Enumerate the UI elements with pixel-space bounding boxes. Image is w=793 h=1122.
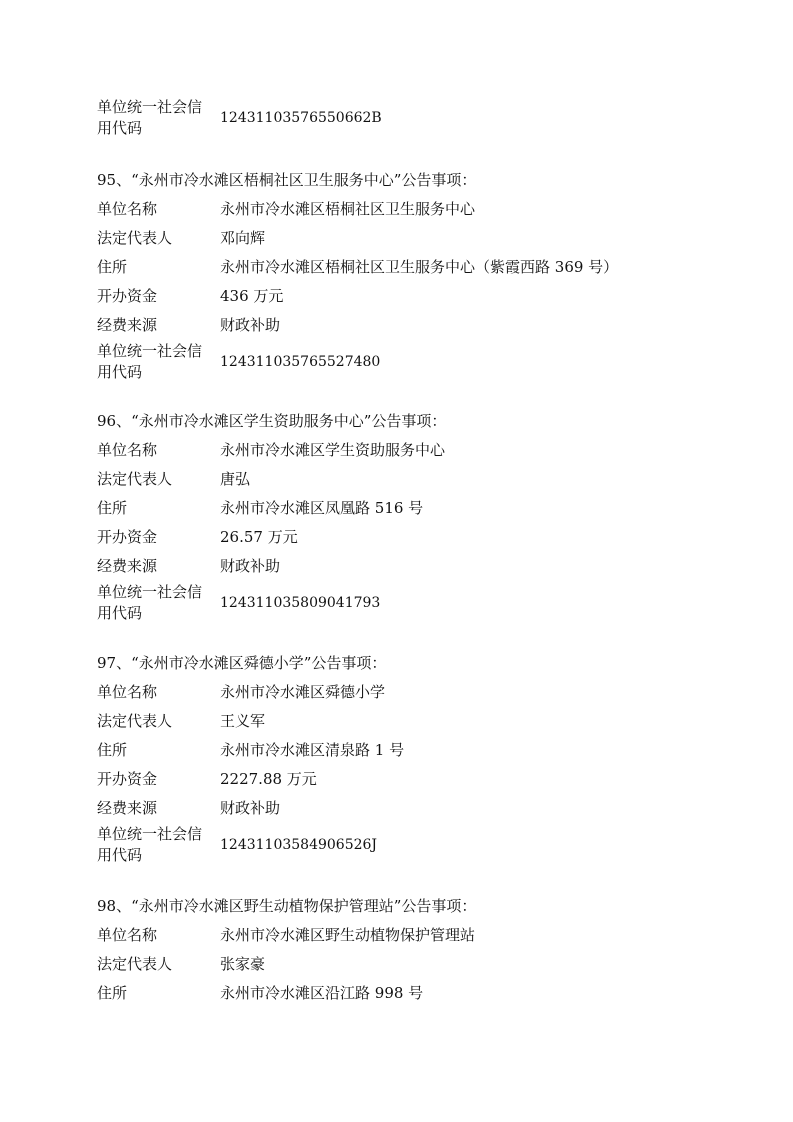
- funding-row: [97, 311, 717, 340]
- capital-row: [97, 765, 717, 794]
- field-label: 单位统一社会信用代码: [97, 342, 203, 381]
- field-value: 财政补助: [220, 799, 281, 817]
- field-value: 永州市冷水滩区沿江路 998 号: [220, 984, 424, 1002]
- field-label: 单位名称: [97, 441, 158, 459]
- field-value: 财政补助: [220, 316, 281, 334]
- credit-code-row: [97, 340, 717, 384]
- section-heading: 97、“永州市冷水滩区舜德小学”公告事项：: [97, 654, 387, 672]
- credit-code-row: [97, 823, 717, 867]
- funding-row: [97, 794, 717, 823]
- field-value: 张家豪: [220, 955, 266, 973]
- field-label: 开办资金: [97, 770, 158, 788]
- field-value: 王义军: [220, 712, 266, 730]
- field-label: 法定代表人: [97, 955, 173, 973]
- field-value: 永州市冷水滩区凤凰路 516 号: [220, 499, 424, 517]
- field-label: 单位名称: [97, 200, 158, 218]
- field-value: 永州市冷水滩区学生资助服务中心: [220, 441, 446, 459]
- field-label: 开办资金: [97, 528, 158, 546]
- field-value: 唐弘: [220, 470, 251, 488]
- section-heading: 96、“永州市冷水滩区学生资助服务中心”公告事项：: [97, 412, 447, 430]
- field-value: 邓向辉: [220, 229, 266, 247]
- field-value: 财政补助: [220, 557, 281, 575]
- section-96: [97, 407, 717, 625]
- unit-name-row: [97, 436, 717, 465]
- field-label: 单位名称: [97, 926, 158, 944]
- field-label: 住所: [97, 499, 128, 517]
- address-row: [97, 736, 717, 765]
- field-value: 永州市冷水滩区梧桐社区卫生服务中心（紫霞西路 369 号）: [220, 258, 619, 276]
- section-98: [97, 892, 717, 1008]
- field-label: 经费来源: [97, 799, 158, 817]
- legal-rep-row: [97, 224, 717, 253]
- capital-row: [97, 282, 717, 311]
- field-value: 12431103584906526J: [220, 837, 378, 853]
- credit-code-row: [97, 581, 717, 625]
- legal-rep-row: [97, 465, 717, 494]
- section-97: [97, 649, 717, 867]
- top-entry: [97, 96, 717, 140]
- field-label: 单位统一社会信用代码: [97, 825, 203, 864]
- legal-rep-row: [97, 707, 717, 736]
- field-label: 经费来源: [97, 316, 158, 334]
- field-label: 法定代表人: [97, 712, 173, 730]
- field-label: 法定代表人: [97, 229, 173, 247]
- credit-code-row: [97, 96, 717, 140]
- funding-row: [97, 552, 717, 581]
- field-label: 法定代表人: [97, 470, 173, 488]
- field-value: 永州市冷水滩区野生动植物保护管理站: [220, 926, 476, 944]
- section-heading: 98、“永州市冷水滩区野生动植物保护管理站”公告事项：: [97, 897, 477, 915]
- legal-rep-row: [97, 950, 717, 979]
- field-value: 永州市冷水滩区舜德小学: [220, 683, 386, 701]
- unit-name-row: [97, 678, 717, 707]
- field-label: 住所: [97, 984, 128, 1002]
- address-row: [97, 253, 717, 282]
- unit-name-row: [97, 195, 717, 224]
- unit-name-row: [97, 921, 717, 950]
- field-value: 26.57 万元: [220, 528, 298, 546]
- field-value: 436 万元: [220, 287, 284, 305]
- capital-row: [97, 523, 717, 552]
- address-row: [97, 494, 717, 523]
- field-value: 永州市冷水滩区清泉路 1 号: [220, 741, 405, 759]
- field-label: 住所: [97, 741, 128, 759]
- field-label: 单位统一社会信用代码: [97, 98, 203, 137]
- address-row: [97, 979, 717, 1008]
- field-value: 124311035765527480: [220, 354, 381, 370]
- section-95: [97, 166, 717, 384]
- field-label: 单位名称: [97, 683, 158, 701]
- field-label: 单位统一社会信用代码: [97, 583, 203, 622]
- field-value: 12431103576550662B: [220, 110, 382, 126]
- field-label: 住所: [97, 258, 128, 276]
- field-value: 124311035809041793: [220, 595, 381, 611]
- field-value: 永州市冷水滩区梧桐社区卫生服务中心: [220, 200, 476, 218]
- field-value: 2227.88 万元: [220, 770, 317, 788]
- field-label: 经费来源: [97, 557, 158, 575]
- field-label: 开办资金: [97, 287, 158, 305]
- section-heading: 95、“永州市冷水滩区梧桐社区卫生服务中心”公告事项：: [97, 171, 477, 189]
